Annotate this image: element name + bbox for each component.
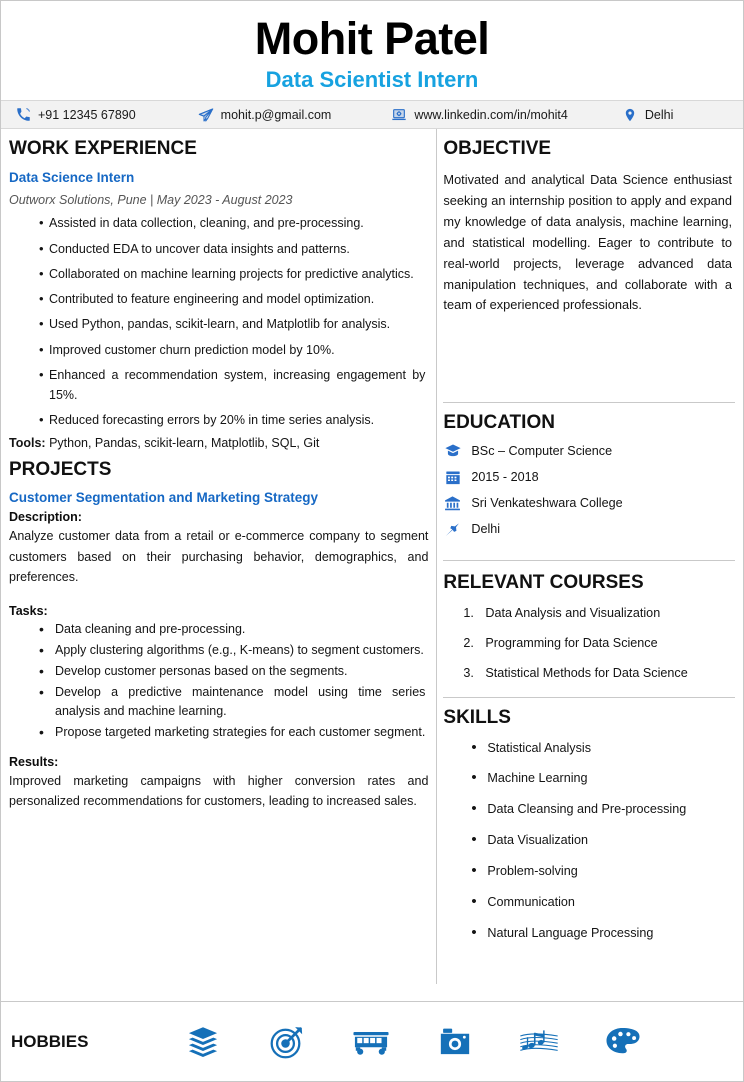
tools-line: [9, 436, 428, 450]
list-item: 1. Data Analysis and Visualization: [477, 604, 735, 623]
list-item: • Data cleaning and pre-processing.: [39, 620, 428, 639]
list-item: • Develop a predictive maintenance model using time series analysis and machine learning.: [39, 683, 428, 721]
project-tasks-label: Tasks:: [9, 604, 48, 619]
list-item: • Communication: [471, 893, 735, 912]
contact-email[interactable]: [198, 107, 332, 123]
contact-email-text: mohit.p@gmail.com: [220, 107, 332, 122]
contact-linkedin[interactable]: [391, 107, 568, 123]
education-item: [443, 494, 735, 512]
paper-plane-icon: [198, 107, 214, 123]
list-item: • Contributed to feature engineering and model optimization.: [39, 289, 428, 309]
candidate-role: Data Scientist Intern: [265, 67, 479, 93]
target-icon: [245, 1024, 329, 1060]
education-item-text: 2015 - 2018: [471, 470, 539, 485]
list-item: • Propose targeted marketing strategies for each customer segment.: [39, 723, 428, 742]
laptop-icon: [391, 107, 407, 123]
project-tasks-list: [9, 620, 428, 742]
camera-icon: [413, 1026, 497, 1058]
calendar-icon: [443, 468, 462, 486]
divider: [443, 560, 735, 561]
divider: [443, 402, 735, 403]
section-heading-skills: SKILLS: [443, 706, 511, 728]
contact-phone[interactable]: [15, 107, 136, 123]
left-column: [1, 129, 437, 984]
pushpin-icon: [443, 520, 462, 538]
list-item: • Apply clustering algorithms (e.g., K-means) to segment customers.: [39, 641, 428, 660]
list-item: 2. Programming for Data Science: [477, 634, 735, 653]
contact-location[interactable]: [622, 107, 674, 123]
education-item-text: Sri Venkateshwara College: [471, 496, 623, 511]
resume-body: [1, 129, 743, 984]
section-heading-hobbies: HOBBIES: [11, 1031, 89, 1051]
map-pin-icon: [622, 107, 638, 123]
education-item-text: Delhi: [471, 522, 501, 537]
list-item: • Assisted in data collection, cleaning, and pre-processing.: [39, 213, 428, 233]
books-icon: [161, 1024, 245, 1060]
objective-text: Motivated and analytical Data Science enthusiast seeking an internship position to apply and expand my knowledge of data analysis, machine learning, and statistical modelling. Eager to contribute to real-world projects, leverage advanced data manipulation techniques, and collaborate with a team of experienced professionals.: [443, 172, 732, 313]
project-results-label: Results:: [9, 755, 59, 770]
hobbies-icon-row: [161, 1024, 743, 1060]
tools-label: Tools:: [9, 435, 46, 450]
contact-linkedin-text: www.linkedin.com/in/mohit4: [414, 107, 568, 122]
list-item: • Reduced forecasting errors by 20% in time series analysis.: [39, 410, 428, 430]
job-meta: Outworx Solutions, Pune | May 2023 - August 2023: [9, 193, 293, 208]
right-column: [437, 129, 743, 984]
list-item: 3. Statistical Methods for Data Science: [477, 664, 735, 683]
section-heading-work-experience: WORK EXPERIENCE: [9, 138, 197, 160]
spacer: [9, 744, 428, 755]
job-title: Data Science Intern: [9, 170, 135, 186]
contact-bar: [1, 100, 743, 129]
relevant-courses-list: [443, 604, 735, 683]
tools-value: Python, Pandas, scikit-learn, Matplotlib, SQL, Git: [49, 435, 320, 450]
divider: [443, 697, 735, 698]
contact-location-text: Delhi: [644, 107, 674, 122]
section-heading-projects: PROJECTS: [9, 458, 112, 480]
list-item: • Problem-solving: [471, 862, 735, 881]
bus-icon: [329, 1026, 413, 1058]
list-item: • Improved customer churn prediction model by 10%.: [39, 340, 428, 360]
section-heading-education: EDUCATION: [443, 412, 555, 434]
candidate-name: Mohit Patel: [254, 13, 490, 64]
education-item: [443, 468, 735, 486]
institution-icon: [443, 494, 462, 512]
list-item: • Natural Language Processing: [471, 924, 735, 943]
list-item: • Conducted EDA to uncover data insights and patterns.: [39, 239, 428, 259]
list-item: • Statistical Analysis: [471, 739, 735, 758]
project-description-label: Description:: [9, 510, 82, 525]
list-item: • Data Cleansing and Pre-processing: [471, 800, 735, 819]
list-item: • Collaborated on machine learning projects for predictive analytics.: [39, 264, 428, 284]
project-results: Improved marketing campaigns with higher conversion rates and personalized recommendations for customers, leading to increased sales.: [9, 774, 429, 809]
music-notes-icon: [497, 1027, 581, 1057]
list-item: • Data Visualization: [471, 831, 735, 850]
phone-icon: [15, 107, 31, 123]
section-heading-relevant-courses: RELEVANT COURSES: [443, 572, 644, 594]
graduation-cap-icon: [443, 442, 462, 460]
paint-palette-icon: [581, 1026, 665, 1058]
hobbies-section: [1, 1001, 743, 1081]
education-item-text: BSc – Computer Science: [471, 444, 613, 459]
list-item: • Enhanced a recommendation system, increasing engagement by 15%.: [39, 365, 428, 406]
education-item: [443, 520, 735, 538]
section-heading-objective: OBJECTIVE: [443, 138, 552, 160]
list-item: • Used Python, pandas, scikit-learn, and Matplotlib for analysis.: [39, 314, 428, 334]
list-item: • Machine Learning: [471, 769, 735, 788]
project-title: Customer Segmentation and Marketing Strategy: [9, 490, 319, 506]
list-item: • Develop customer personas based on the segments.: [39, 662, 428, 681]
work-bullets-list: [9, 213, 428, 430]
spacer: [9, 593, 428, 604]
project-description: Analyze customer data from a retail or e-commerce company to segment customers based on their purchasing behavior, demographics, and preferences.: [9, 529, 429, 584]
education-item: [443, 442, 735, 460]
resume-header: [1, 1, 743, 100]
contact-phone-text: +91 12345 67890: [38, 107, 136, 122]
skills-list: [443, 739, 735, 943]
